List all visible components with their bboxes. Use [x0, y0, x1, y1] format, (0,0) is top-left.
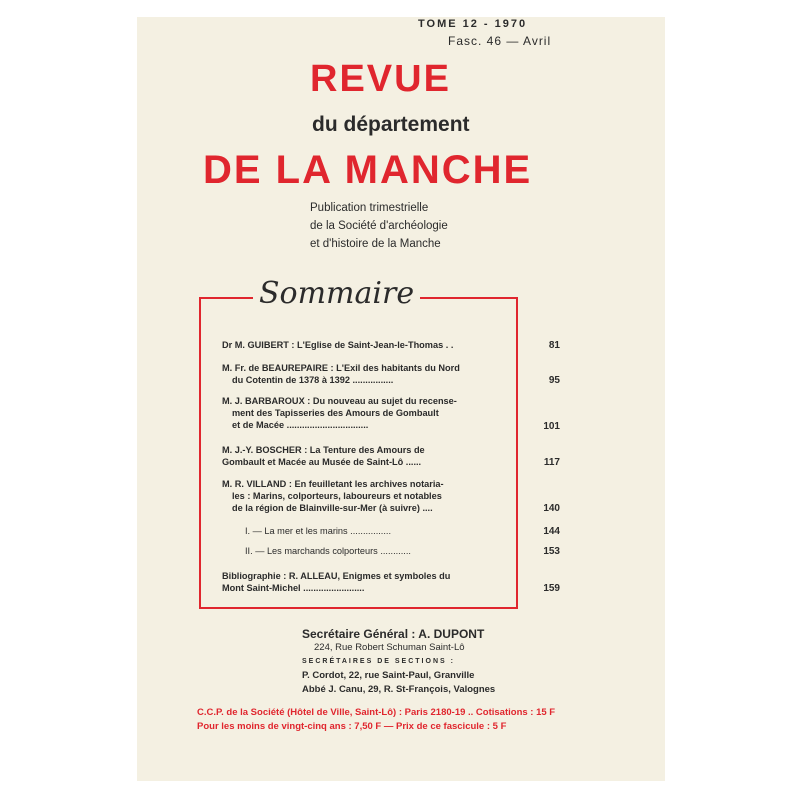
tome-label: TOME 12 - 1970	[418, 18, 528, 30]
toc-page: 159	[543, 583, 560, 594]
toc-line: Gombault et Macée au Musée de Saint-Lô ......	[222, 457, 422, 467]
toc-entry	[222, 395, 508, 431]
section-secretary-1: P. Cordot, 22, rue Saint-Paul, Granville	[302, 670, 475, 681]
toc-page: 95	[548, 375, 560, 386]
footer-ccp-line: C.C.P. de la Société (Hôtel de Ville, Saint-Lô) : Paris 2180-19 .. Cotisations : 15 F	[197, 707, 556, 718]
secretaire-address: 224, Rue Robert Schuman Saint-Lô	[314, 642, 465, 653]
toc-entry	[222, 570, 508, 594]
toc-line: M. J.-Y. BOSCHER : La Tenture des Amours de	[222, 445, 425, 455]
toc-entry	[222, 478, 508, 514]
title-du-departement: du département	[312, 113, 470, 136]
toc-subentry: I. — La mer et les marins ................	[245, 526, 392, 536]
sommaire-heading: Sommaire	[253, 276, 420, 311]
toc-page: 117	[543, 457, 560, 468]
publication-line-3: et d'histoire de la Manche	[310, 238, 441, 250]
section-secretary-2: Abbé J. Canu, 29, R. St-François, Valognes	[302, 684, 496, 695]
toc-page: 101	[543, 421, 560, 432]
publication-line-1: Publication trimestrielle	[310, 202, 429, 214]
toc-line: Mont Saint-Michel ........................	[222, 583, 365, 593]
title-revue: REVUE	[310, 58, 451, 100]
toc-line: de la région de Blainville-sur-Mer (à suivre) ....	[232, 503, 433, 513]
toc-line: les : Marins, colporteurs, laboureurs et notables	[232, 491, 442, 501]
toc-subentry: II. — Les marchands colporteurs ............	[245, 546, 411, 556]
toc-line: et de Macée ................................	[232, 420, 369, 430]
fascicule-label: Fasc. 46 — Avril	[448, 34, 552, 48]
toc-line: du Cotentin de 1378 à 1392 ................	[232, 375, 394, 385]
toc-line: M. J. BARBAROUX : Du nouveau au sujet du recense-	[222, 396, 457, 406]
toc-line: ment des Tapisseries des Amours de Gombault	[232, 408, 439, 418]
toc-line: Dr M. GUIBERT : L'Eglise de Saint-Jean-le-Thomas . .	[222, 340, 454, 350]
toc-entry	[222, 339, 508, 351]
toc-line: Bibliographie : R. ALLEAU, Enigmes et symboles du	[222, 571, 451, 581]
toc-page: 140	[543, 503, 560, 514]
toc-page: 153	[543, 546, 560, 557]
secretaire-general: Secrétaire Général : A. DUPONT	[302, 627, 485, 641]
sections-label: SECRÉTAIRES DE SECTIONS :	[302, 658, 455, 665]
footer-prices-line: Pour les moins de vingt-cinq ans : 7,50 F — Prix de ce fascicule : 5 F	[197, 721, 507, 732]
toc-line: M. Fr. de BEAUREPAIRE : L'Exil des habitants du Nord	[222, 363, 460, 373]
title-de-la-manche: DE LA MANCHE	[203, 148, 533, 192]
publication-line-2: de la Société d'archéologie	[310, 220, 448, 232]
toc-entry	[222, 444, 508, 468]
toc-page: 81	[548, 340, 560, 351]
toc-page: 144	[543, 526, 560, 537]
toc-line: M. R. VILLAND : En feuilletant les archives notaria-	[222, 479, 444, 489]
toc-entry	[222, 362, 508, 386]
